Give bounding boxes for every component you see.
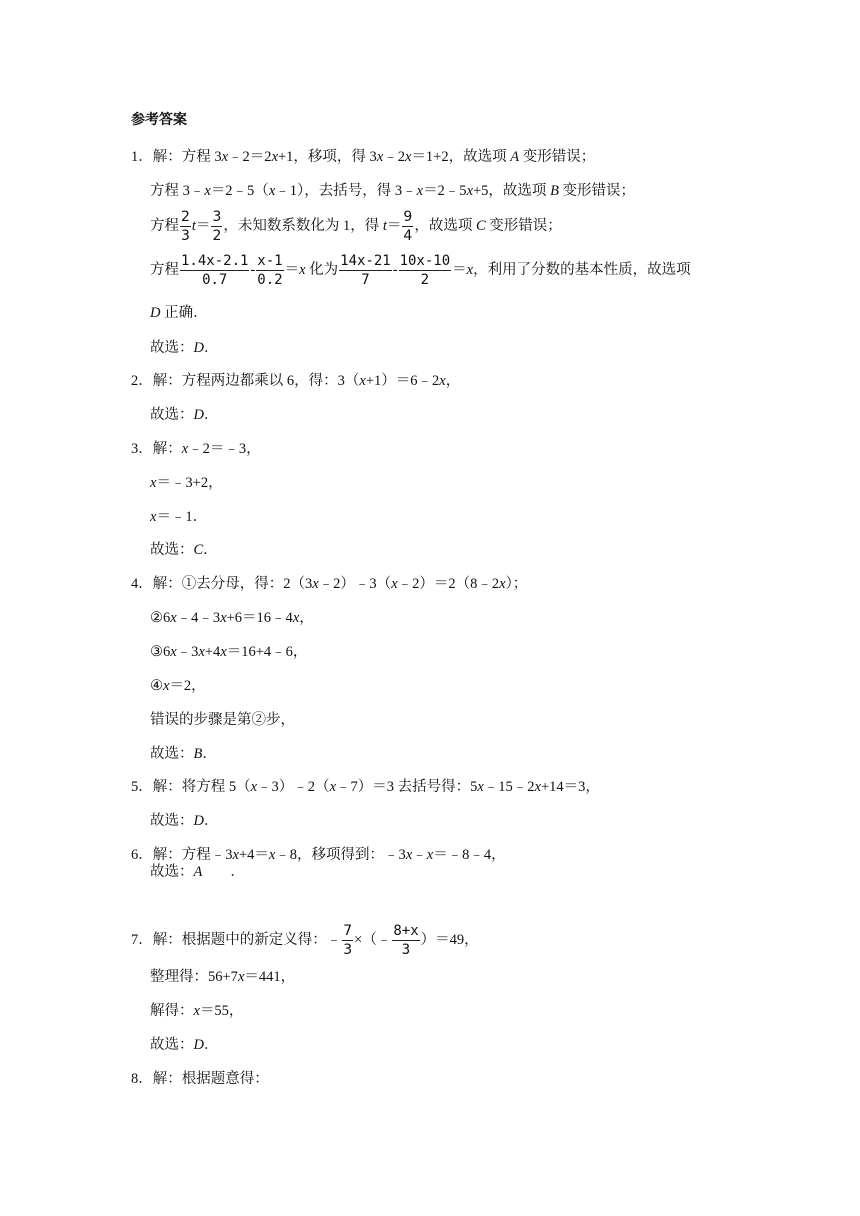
fraction: $\frac{1.4x-2.1}{0.7}$ — [181, 253, 249, 288]
answer-line: 故选：D． — [150, 813, 219, 829]
fraction: $\frac{3}{2}$ — [212, 209, 222, 244]
answer-line: 4．解：①去分母，得：2（3x﹣2）﹣3（x﹣2）＝2（8﹣2x）； — [131, 576, 528, 592]
fraction: $\frac{x-1}{0.2}$ — [257, 253, 283, 288]
answer-line: 故选：D． — [150, 407, 219, 423]
page-heading: 参考答案 — [131, 112, 187, 128]
answer-line: 整理得：56+7x＝441， — [150, 969, 296, 985]
answer-line: 故选：A ． — [150, 864, 245, 880]
answer-line: ③6x﹣3x+4x＝16+4﹣6， — [150, 644, 308, 660]
fraction: $\frac{8+x}{3}$ — [393, 923, 419, 958]
fraction: $\frac{9}{4}$ — [403, 209, 413, 244]
answer-line: 7．解：根据题中的新定义得：﹣ $\frac{7}{3}$ ×（﹣ $\frac{8+x}{3}$ ）＝49， — [131, 923, 479, 958]
fraction: $\frac{2}{3}$ — [181, 209, 190, 244]
answer-line: 解得：x＝55， — [150, 1003, 244, 1019]
answer-line: 3．解：x﹣2＝﹣3， — [131, 441, 261, 457]
fraction: $\frac{14x-21}{7}$ — [340, 253, 391, 288]
answer-line: 错误的步骤是第②步， — [150, 712, 295, 728]
answer-line: 8．解：根据题意得： — [131, 1071, 269, 1087]
fraction: $\frac{10x-10}{2}$ — [399, 253, 451, 288]
answer-line: 故选：D． — [150, 340, 219, 356]
answer-line: 故选：C． — [150, 542, 218, 558]
answer-line: ④x＝2， — [150, 678, 206, 694]
answer-line: 1．解：方程 3x﹣2＝2x+1，移项，得 3x﹣2x＝1+2，故选项 A 变形错误； — [131, 149, 596, 165]
answer-line: 故选：D． — [150, 1037, 219, 1053]
answer-line: x＝﹣1． — [150, 509, 208, 525]
fraction: $\frac{7}{3}$ — [343, 923, 353, 958]
answer-line: D 正确． — [150, 305, 208, 321]
answer-line: 方程 3﹣x＝2﹣5（x﹣1），去括号，得 3﹣x＝2﹣5x+5，故选项 B 变形错误； — [150, 183, 636, 199]
answer-line: 方程 $\frac{2}{3}$ t＝ $\frac{3}{2}$ ，未知数系数化为 1，得 t＝ $\frac{9}{4}$ ，故选项 C 变形错误； — [150, 209, 562, 244]
answer-line: x＝﹣3+2， — [150, 475, 223, 491]
answer-line: 5．解：将方程 5（x﹣3）﹣2（x﹣7）＝3 去括号得：5x﹣15﹣2x+14＝3， — [131, 779, 600, 795]
answer-line: ②6x﹣4﹣3x+6＝16﹣4x， — [150, 610, 314, 626]
answer-line: 故选：B． — [150, 746, 217, 762]
answer-line: 方程 $\frac{1.4x-2.1}{0.7}$ - $\frac{x-1}{0.2}$ ＝x 化为 $\frac{14x-21}{7}$ - $\frac{10x-10}{2}$ ＝x，利用了分数的基本性质，故选项 — [150, 253, 691, 288]
answer-line: 6．解：方程﹣3x+4＝x﹣8，移项得到：﹣3x﹣x＝﹣8﹣4， — [131, 847, 506, 863]
answer-line: 2．解：方程两边都乘以 6，得：3（x+1）＝6﹣2x， — [131, 373, 461, 389]
